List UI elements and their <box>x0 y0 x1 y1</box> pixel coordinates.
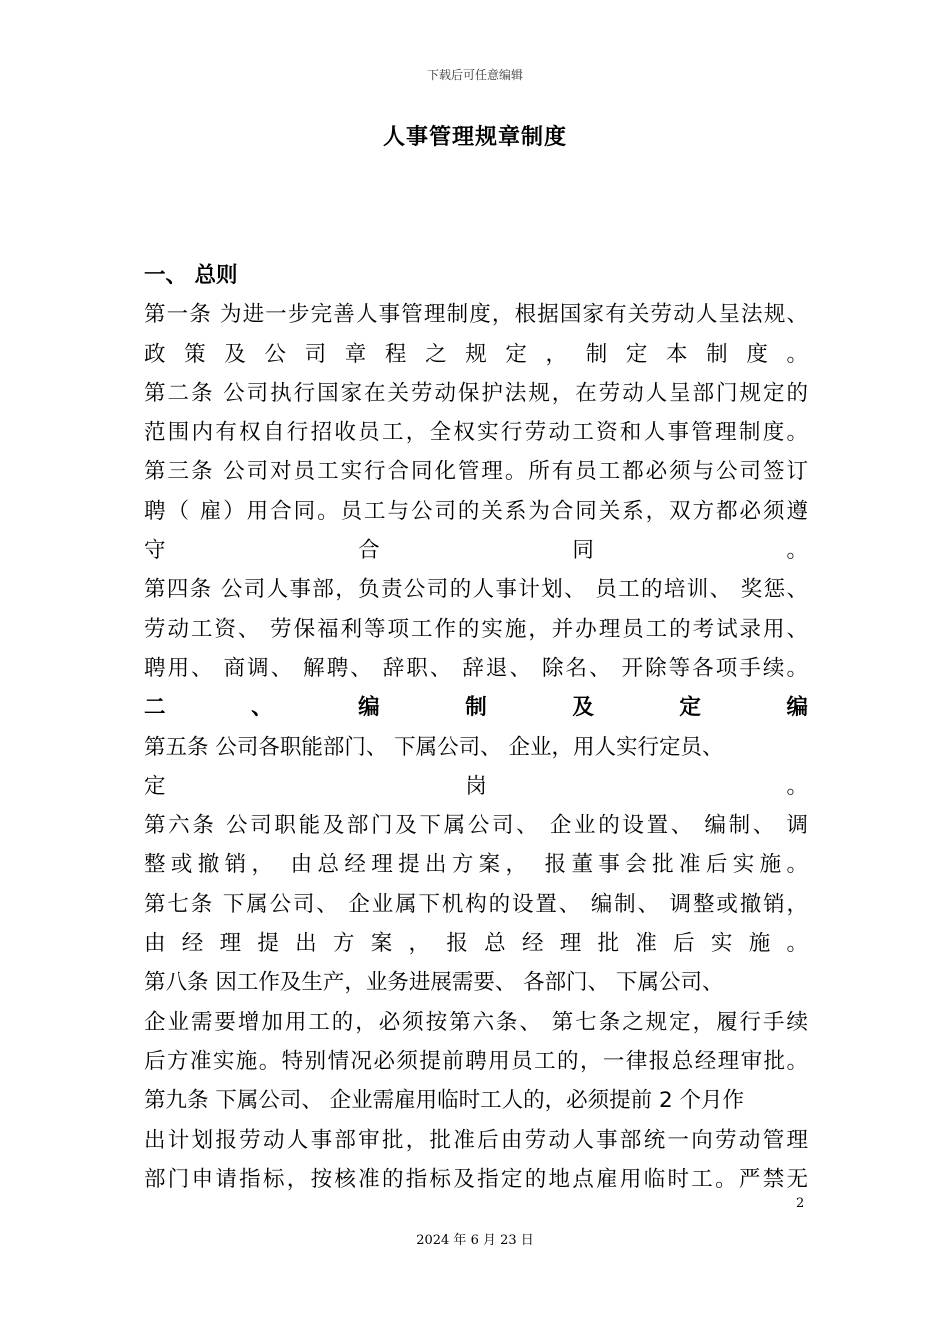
body-line: 整或撤销， 由总经理提出方案， 报董事会批准后实施。 <box>144 852 808 878</box>
body-line: 后方准实施。特别情况必须提前聘用员工的，一律报总经理审批。 <box>144 1048 808 1074</box>
page-number: 2 <box>796 1196 805 1211</box>
document-body <box>144 256 808 1199</box>
body-line: 第七条 下属公司、 企业属下机构的设置、 编制、 调整或撤销， <box>144 891 808 917</box>
body-line: 劳动工资、 劳保福利等项工作的实施，并办理员工的考试录用、 <box>144 616 808 642</box>
body-line: 一、 总则 <box>144 263 238 288</box>
body-line: 由 经 理 提 出 方 案 ， 报 总 经 理 批 准 后 实 施 。 <box>144 931 808 957</box>
body-line: 第五条 公司各职能部门、 下属公司、 企业，用人实行定员、 <box>144 734 724 760</box>
body-line: 第一条 为进一步完善人事管理制度，根据国家有关劳动人呈法规、 <box>144 302 808 328</box>
body-line: 第二条 公司执行国家在关劳动保护法规，在劳动人呈部门规定的 <box>144 380 808 406</box>
body-line: 部门申请指标，按核准的指标及指定的地点雇用临时工。严禁无 <box>144 1166 808 1192</box>
body-line: 守 合 同 。 <box>144 538 808 564</box>
header-note: 下载后可任意编辑 <box>426 68 523 82</box>
body-line: 出计划报劳动人事部审批，批准后由劳动人事部统一向劳动管理 <box>144 1127 808 1153</box>
body-line: 第八条 因工作及生产，业务进展需要、 各部门、 下属公司、 <box>144 970 724 996</box>
body-line: 聘用、 商调、 解聘、 辞职、 辞退、 除名、 开除等各项手续。 <box>144 655 808 681</box>
footer-date: 2024 年 6 月 23 日 <box>416 1233 534 1248</box>
body-line: 二 、 编 制 及 定 编 <box>144 695 808 721</box>
body-line: 第三条 公司对员工实行合同化管理。所有员工都必须与公司签订 <box>144 459 808 485</box>
body-line: 第六条 公司职能及部门及下属公司、 企业的设置、 编制、 调 <box>144 813 808 839</box>
body-line: 第九条 下属公司、 企业需雇用临时工人的，必须提前 2 个月作 <box>144 1088 745 1114</box>
body-line: 范围内有权自行招收员工，全权实行劳动工资和人事管理制度。 <box>144 420 808 446</box>
document-title: 人事管理规章制度 <box>382 125 567 150</box>
body-line: 企业需要增加用工的，必须按第六条、 第七条之规定，履行手续 <box>144 1009 808 1035</box>
body-line: 政 策 及 公 司 章 程 之 规 定 ， 制 定 本 制 度 。 <box>144 341 808 367</box>
body-line: 第四条 公司人事部，负责公司的人事计划、 员工的培训、 奖惩、 <box>144 577 808 603</box>
body-line: 定 岗 。 <box>144 773 808 799</box>
body-line: 聘（ 雇）用合同。员工与公司的关系为合同关系，双方都必须遵 <box>144 498 808 524</box>
